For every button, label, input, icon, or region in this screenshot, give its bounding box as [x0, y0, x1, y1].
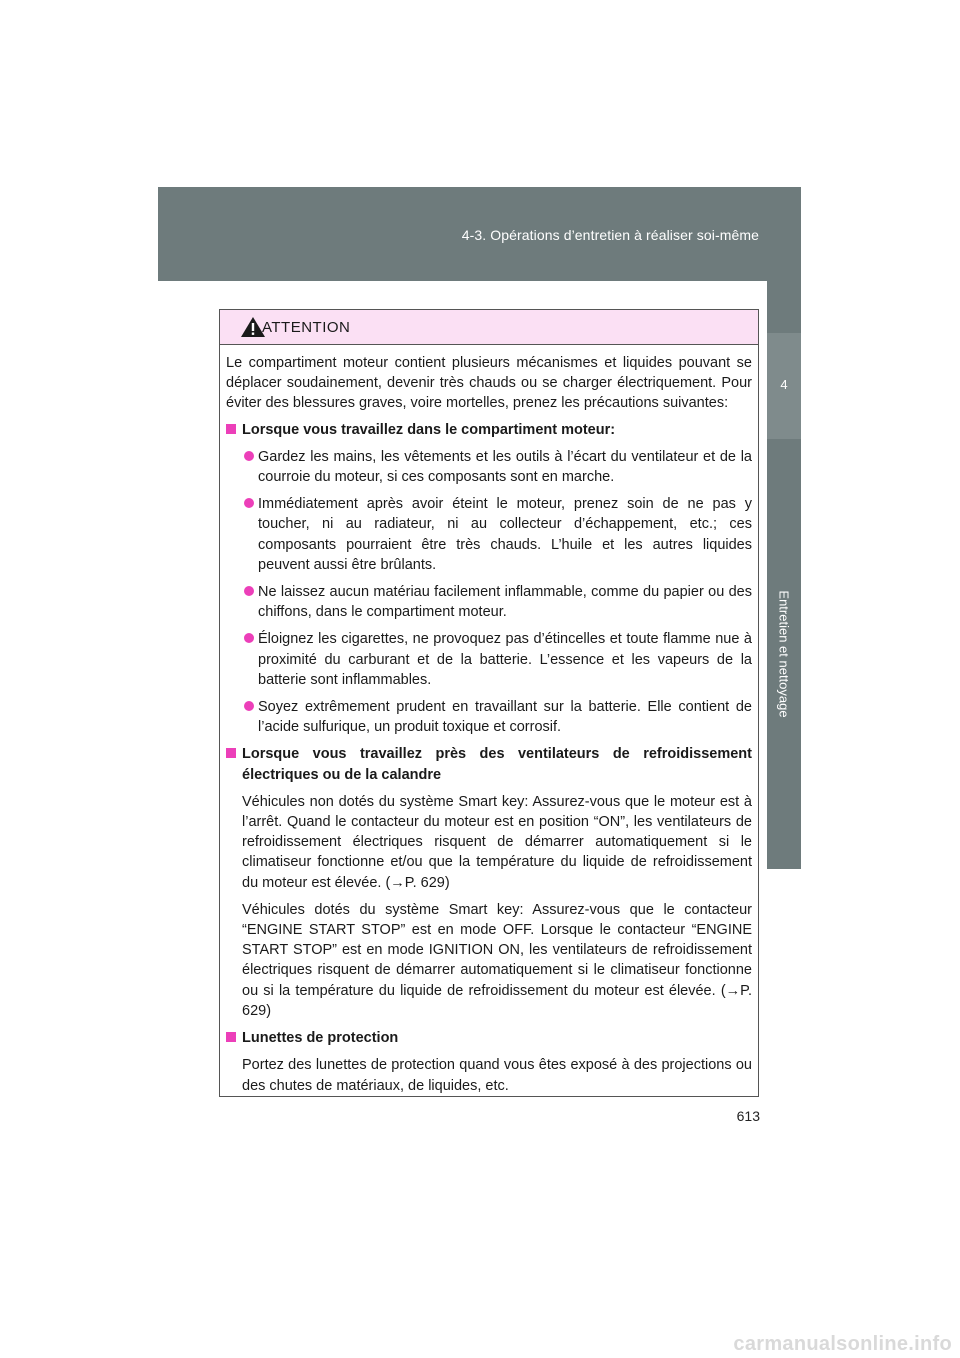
section-heading [226, 420, 752, 440]
paragraph: Véhicules non dotés du système Smart key: Assurez-vous que le moteur est à l’arrêt. Quand le contacteur du moteur est en position “ON”, les ventilateurs de refroidissement électriques risquent de démarrer automatiquement si le climatiseur fonctionne et/ou que la température du liquide de refroidissement du moteur est élevée. (→P. 629) [242, 793, 752, 891]
bullet-text: Gardez les mains, les vêtements et les outils à l’écart du ventilateur et de la courroie du moteur, si ces composants sont en marche. [258, 448, 752, 486]
section-title: 4-3. Opérations d’entretien à réaliser soi-même [461, 227, 759, 243]
warning-box [219, 309, 759, 1097]
section-heading-text: Lunettes de protection [242, 1030, 399, 1047]
section-heading [226, 744, 752, 784]
section-heading-text: Lorsque vous travaillez près des ventilateurs de refroidissement électriques ou de la calandre [242, 746, 752, 783]
paragraph: Véhicules dotés du système Smart key: Assurez-vous que le contacteur “ENGINE START STOP” est en mode OFF. Lorsque le contacteur “ENGINE START STOP” est en mode IGNITION ON, les ventilateurs de refroidissement électriques risquent de démarrer automatiquement si le climatiseur fonctionne ou si la température du liquide de refroidissement du moteur est élevée. (→P. 629) [242, 901, 752, 1019]
round-bullet-icon [244, 701, 254, 711]
paragraph: Portez des lunettes de protection quand vous êtes exposé à des projections ou des chutes de matériaux, de liquides, etc. [242, 1057, 752, 1094]
square-bullet-icon [226, 424, 236, 434]
bullet-text: Immédiatement après avoir éteint le moteur, prenez soin de ne pas y toucher, ni au radiateur, ni au collecteur d’échappement, etc.; ces composants pourraient être très chauds. L’huile et les autres liquides peuvent aussi être brûlants. [258, 496, 752, 573]
bullet-item [226, 494, 752, 575]
warning-intro: Le compartiment moteur contient plusieurs mécanismes et liquides pouvant se déplacer soudainement, devenir très chauds ou se charger électriquement. Pour éviter des blessures graves, voire mortelles, prenez les précautions suivantes: [226, 355, 752, 412]
chapter-label-container [767, 447, 801, 861]
square-bullet-icon [226, 748, 236, 758]
square-bullet-icon [226, 1032, 236, 1042]
chapter-label: Entretien et nettoyage [776, 590, 792, 718]
round-bullet-icon [244, 451, 254, 461]
section-heading-text: Lorsque vous travaillez dans le compartiment moteur: [242, 421, 616, 438]
round-bullet-icon [244, 498, 254, 508]
section-heading [226, 1028, 752, 1048]
bullet-text: Soyez extrêmement prudent en travaillant sur la batterie. Elle contient de l’acide sulfurique, un produit toxique et corrosif. [258, 699, 752, 736]
chapter-number: 4 [780, 377, 788, 392]
header-band [158, 187, 801, 281]
page-number: 613 [736, 1108, 760, 1124]
bullet-item [226, 629, 752, 690]
watermark: carmanualsonline.info [733, 1333, 952, 1355]
round-bullet-icon [244, 586, 254, 596]
warning-title: ATTENTION [262, 319, 351, 336]
round-bullet-icon [244, 633, 254, 643]
warning-header [220, 310, 758, 345]
bullet-text: Éloignez les cigarettes, ne provoquez pas d’étincelles et toute flamme nue à proximité du carburant et de la batterie. L’essence et les vapeurs de la batterie sont inflammables. [258, 631, 752, 688]
bullet-text: Ne laissez aucun matériau facilement inflammable, comme du papier ou des chiffons, dans le compartiment moteur. [258, 584, 752, 621]
bullet-item [226, 697, 752, 737]
chapter-number-box [767, 333, 801, 439]
bullet-item [226, 582, 752, 622]
bullet-item [226, 447, 752, 487]
warning-content [220, 345, 758, 1096]
